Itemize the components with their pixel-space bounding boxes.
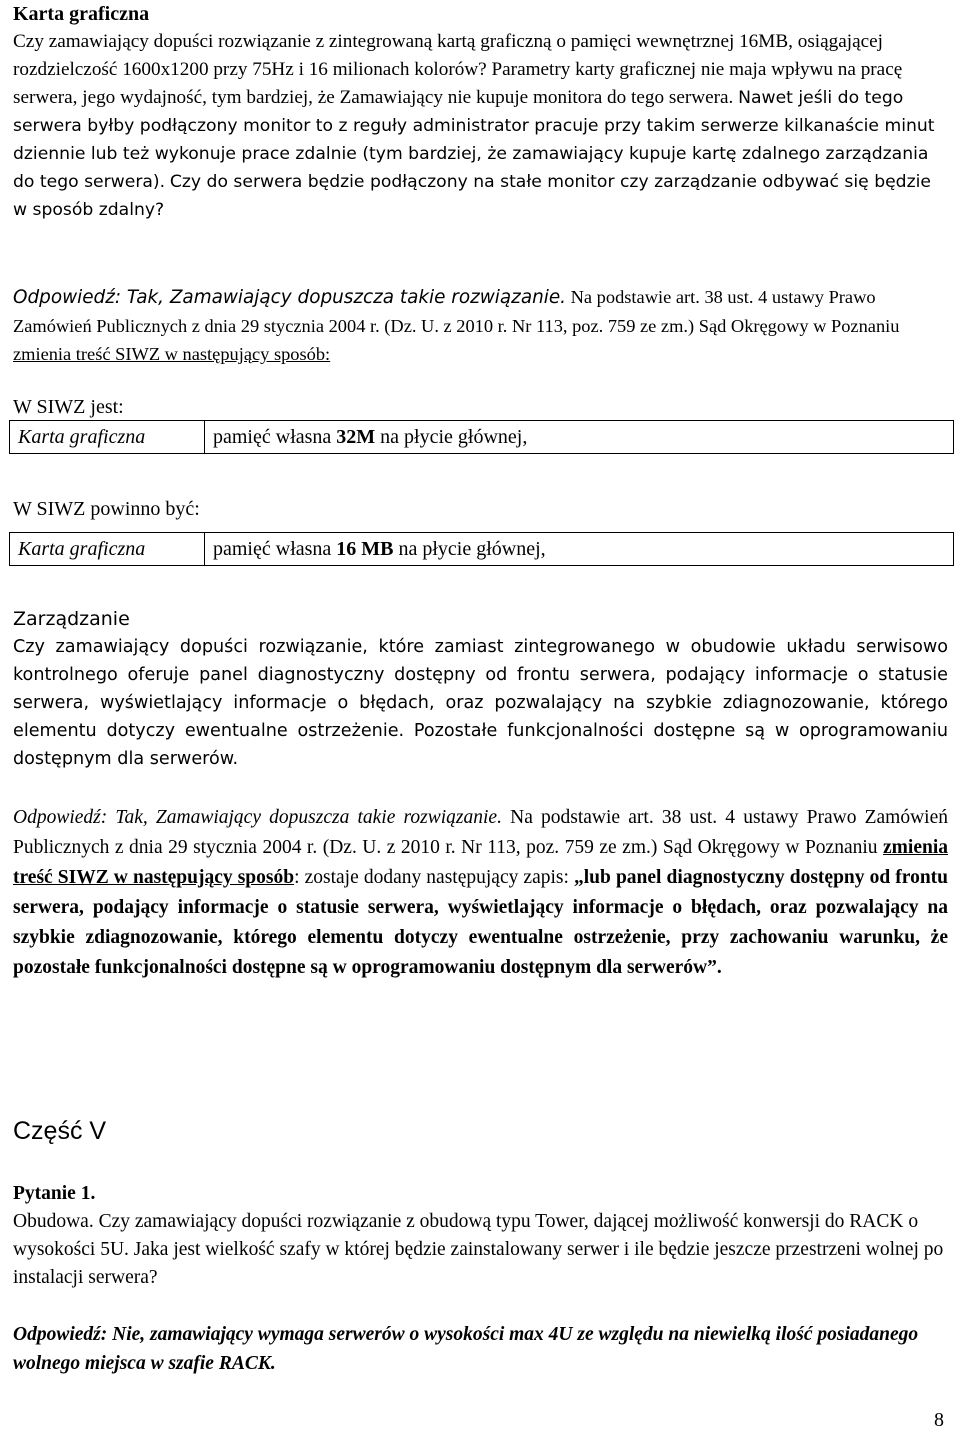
- section-management: [13, 605, 948, 773]
- section-title: Karta graficzna: [13, 3, 150, 25]
- question-1-block: [13, 1180, 948, 1292]
- section-graphics-card: [13, 0, 948, 224]
- siwz-is-label: W SIWZ jest:: [13, 396, 124, 418]
- question-text: Czy zamawiający dopuści rozwiązanie, które zamiast zintegrowanego w obudowie układu serwisowo kontrolnego oferuje panel diagnostyczny dostępny od frontu serwera, podający informacje o statusie serwera, wyświetlający informacje o błędach, oraz pozwalający na szybkie zdiagnozowanie, którego elementu dotyczy ewentualne ostrzeżenie. Pozostałe funkcjonalności dostępne są w oprogramowaniu dostępnym dla serwerów.: [13, 637, 948, 769]
- answer-graphics-card: [13, 283, 948, 368]
- siwz-should-label: W SIWZ powinno być:: [13, 498, 200, 520]
- answer-text: Na podstawie art. 38 ust. 4 ustawy Prawo Zamówień Publicznych z dnia 29 stycznia 2004 r. (Dz. U. z 2010 r. Nr 113, poz. 759 ze zm.) Sąd Okręgowy w Poznaniu: [13, 287, 900, 336]
- table-cell-item: Karta graficzna: [10, 421, 205, 454]
- answer-management: [13, 803, 948, 983]
- answer-label: Odpowiedź: Tak, Zamawiający dopuszcza takie rozwiązanie.: [13, 287, 567, 308]
- siwz-should-table: [9, 532, 954, 566]
- table-cell-value: pamięć własna 16 MB na płycie głównej,: [205, 533, 954, 566]
- question-text: [13, 28, 948, 224]
- answer-text: Na podstawie art. 38 ust. 4 ustawy Prawo Zamówień Publicznych z dnia 29 stycznia 2004 r. (Dz. U. z 2010 r. Nr 113, poz. 759 ze zm.) Sąd Okręgowy w Poznaniu: [13, 807, 949, 858]
- answer-after: : zostaje dodany następujący zapis:: [294, 867, 569, 888]
- answer-change-text: zmienia treść SIWZ w następujący sposób:: [13, 344, 331, 364]
- siwz-is-table: [9, 420, 954, 454]
- table-cell-item: Karta graficzna: [10, 533, 205, 566]
- table-row: [10, 533, 954, 566]
- part-heading: Część V: [13, 1117, 107, 1145]
- answer-text: Odpowiedź: Nie, zamawiający wymaga serwerów o wysokości max 4U ze względu na niewielką ilość posiadanego wolnego miejsca w szafie RACK.: [13, 1324, 919, 1374]
- question-part-3: Czy do serwera będzie podłączony na stałe monitor czy zarządzanie odbywać się będzie w sposób zdalny?: [13, 172, 931, 220]
- question-part-1: Czy zamawiający dopuści rozwiązanie z zintegrowaną kartą graficzną o pamięci wewnętrznej 16MB, osiągającej rozdzielczość 1600x1200 przy 75Hz i 16 milionach kolorów? Parametry karty graficznej nie maja wpływu na pracę serwera, jego wydajność, tym bardziej, że Zamawiający nie kupuje monitora do tego serwera.: [13, 31, 903, 108]
- page-number: 8: [934, 1409, 944, 1431]
- question-text: Obudowa. Czy zamawiający dopuści rozwiązanie z obudową typu Tower, dającej możliwość konwersji do RACK o wysokości 5U. Jaka jest wielkość szafy w której będzie zainstalowany serwer i ile będzie jeszcze przestrzeni wolnej po instalacji serwera?: [13, 1211, 944, 1288]
- table-cell-value: pamięć własna 32M na płycie głównej,: [205, 421, 954, 454]
- added-clause: „lub panel diagnostyczny dostępny od frontu serwera, podający informacje o statusie serwera, wyświetlający informacje o błędach, oraz pozwalający na szybkie zdiagnozowanie, którego elementu dotyczy ewentualne ostrzeżenie, przy zachowaniu warunku, że pozostałe funkcjonalności dostępne są w oprogramowaniu dostępnym dla serwerów”.: [13, 867, 948, 978]
- question-number: Pytanie 1.: [13, 1183, 96, 1204]
- question-part-2: Nawet jeśli do tego serwera byłby podłączony monitor to z reguły administrator pracuje przy takim serwerze kilkanaście minut dziennie lub też wykonuje prace zdalnie (tym bardziej, że zamawiający kupuje kartę zdalnego zarządzania do tego serwera).: [13, 88, 935, 192]
- table-row: [10, 421, 954, 454]
- answer-change-text: zmienia treść SIWZ w następujący sposób: [13, 837, 949, 888]
- answer-label: Odpowiedź: Tak, Zamawiający dopuszcza takie rozwiązanie.: [13, 807, 502, 828]
- section-title: Zarządzanie: [13, 608, 130, 630]
